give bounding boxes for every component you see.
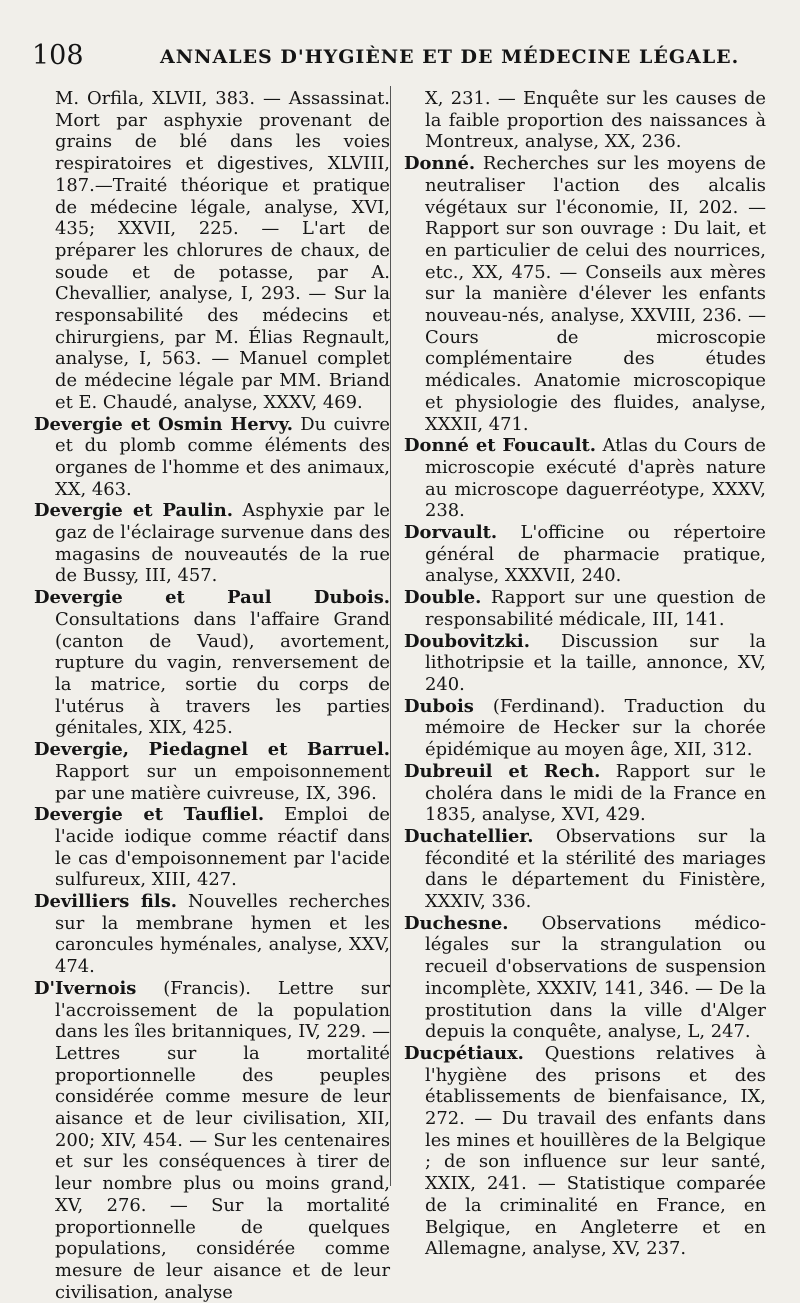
index-entry (404, 522, 766, 587)
entry-text: Questions relatives à l'hygiène des prisons et des établissements de bienfaisance, IX, 272. — Du travail des enfants dans les mines et houillères de la Belgique ; de son influence sur leur santé, XXIX, 241. — Statistique comparée de la criminalité en France, en Belgique, en Angleterre et en Allemagne, analyse, XV, 237. (425, 1042, 766, 1260)
entry-text: Emploi de l'acide iodique comme réactif dans le cas d'empoisonnement par l'acide sulfureux, XIII, 427. (55, 804, 390, 891)
index-entry (404, 153, 766, 435)
entry-text: Nouvelles recherches sur la membrane hymen et les caroncules hyménales, analyse, XXV, 474. (55, 891, 390, 978)
entry-author: Dubois (404, 695, 474, 717)
entry-author: Donné. (404, 153, 476, 175)
index-entry (404, 826, 766, 913)
entry-text: Observations sur la fécondité et la stérilité des mariages dans le département du Finistère, XXXIV, 336. (425, 825, 766, 913)
entry-author: Dubreuil et Rech. (404, 760, 601, 782)
index-entry (34, 739, 390, 804)
entry-author: Ducpétiaux. (404, 1042, 524, 1064)
entry-author: Duchatellier. (404, 825, 534, 847)
index-entry: X, 231. — Enquête sur les causes de la faible proportion des naissances à Montreux, analyse, XX, 236. (425, 88, 766, 153)
entry-author: Devergie et Taufliel. (34, 804, 265, 826)
entry-text: Recherches sur les moyens de neutraliser l'action des alcalis végétaux sur l'économie, II, 202. — Rapport sur son ouvrage : Du lait, et en particulier de celui des nourrices, etc., XX, 475. — Conseils aux mères sur la manière d'élever les enfants nouveau-nés, analyse, XXVIII, 236. — Cours de microscopie complémentaire des études médicales. Anatomie microscopique et physiologie des fluides, analyse, XXXII, 471. (425, 153, 766, 435)
entry-author: Doubovitzki. (404, 630, 530, 652)
column-divider (390, 86, 391, 1186)
entry-author: Devergie, Piedagnel et Barruel. (34, 739, 390, 761)
running-title: ANNALES D'HYGIÈNE ET DE MÉDECINE LÉGALE. (160, 46, 740, 68)
index-entry (34, 587, 390, 739)
index-entry (404, 1043, 766, 1260)
entry-text: Asphyxie par le gaz de l'éclairage survenue dans des magasins de nouveautés de la rue de Bussy, III, 457. (55, 500, 391, 587)
entry-text: (Francis). Lettre sur l'accroissement de la population dans les îles britanniques, IV, 229. — Lettres sur la mortalité proportionnelle des peuples considérée comme mesure de leur aisance et de leur civilisation, XII, 200; XIV, 454. — Sur les centenaires et sur les conséquences à tirer de leur nombre plus ou moins grand, XV, 276. — Sur la mortalité proportionnelle de quelques populations, considérée comme mesure de leur aisance et de leur civilisation, analyse (55, 977, 390, 1303)
entry-author: Duchesne. (404, 912, 509, 934)
right-column (404, 88, 766, 1260)
entry-text: Discussion sur la lithotripsie et la taille, annonce, XV, 240. (425, 630, 766, 695)
index-entry (404, 587, 766, 630)
entry-text: L'officine ou répertoire général de pharmacie pratique, analyse, XXXVII, 240. (425, 522, 766, 587)
entry-text: Rapport sur une question de responsabilité médicale, III, 141. (425, 587, 766, 630)
entry-text: Rapport sur un empoisonnement par une matière cuivreuse, IX, 396. (55, 760, 390, 804)
left-column (34, 88, 390, 1303)
entry-author: Devergie et Paul Dubois. (34, 587, 390, 609)
index-entry (34, 978, 390, 1303)
index-entry (34, 500, 390, 587)
index-entry: M. Orfila, XLVII, 383. — Assassinat. Mort par asphyxie provenant de grains de blé dans les voies respiratoires et digestives, XLVIII, 187.—Traité théorique et pratique de médecine légale, analyse, XVI, 435; XXVII, 225. — L'art de préparer les chlorures de chaux, de soude et de potasse, par A. Chevallier, analyse, I, 293. — Sur la responsabilité des médecins et chirurgiens, par M. Élias Regnault, analyse, I, 563. — Manuel complet de médecine légale par MM. Briand et E. Chaudé, analyse, XXXV, 469. (55, 88, 390, 413)
entry-text: Rapport sur le choléra dans le midi de la France en 1835, analyse, XVI, 429. (425, 760, 766, 826)
entry-text: Du cuivre et du plomb comme éléments des organes de l'homme et des animaux, XX, 463. (55, 413, 390, 500)
index-entry (404, 696, 766, 761)
index-entry (404, 435, 766, 522)
index-entry (34, 414, 390, 501)
entry-text: (Ferdinand). Traduction du mémoire de Hecker sur la chorée épidémique au moyen âge, XII, 312. (425, 695, 766, 761)
entry-text: Consultations dans l'affaire Grand (canton de Vaud), avortement, rupture du vagin, renversement de la matrice, sortie du corps de l'utérus à travers les parties génitales, XIX, 425. (55, 608, 390, 739)
entry-author: D'Ivernois (34, 977, 137, 999)
entry-text: Observations médico-légales sur la strangulation ou recueil d'observations de suspension incomplète, XXXIV, 141, 346. — De la prostitution dans la ville d'Alger depuis la conquête, analyse, L, 247. (425, 912, 766, 1043)
index-entry (34, 891, 390, 978)
index-entry (404, 913, 766, 1043)
page-number: 108 (32, 40, 84, 71)
entry-author: Double. (404, 587, 482, 609)
entry-author: Devilliers fils. (34, 891, 177, 913)
entry-author: Donné et Foucault. (404, 435, 596, 457)
index-entry (404, 631, 766, 696)
entry-author: Devergie et Osmin Hervy. (34, 413, 294, 435)
entry-text: Atlas du Cours de microscopie exécuté d'après nature au microscope daguerréotype, XXXV, 238. (425, 435, 766, 522)
page-header (32, 40, 762, 74)
index-entry (34, 804, 390, 891)
entry-author: Devergie et Paulin. (34, 500, 233, 522)
entry-author: Dorvault. (404, 522, 498, 544)
index-entry (404, 761, 766, 826)
